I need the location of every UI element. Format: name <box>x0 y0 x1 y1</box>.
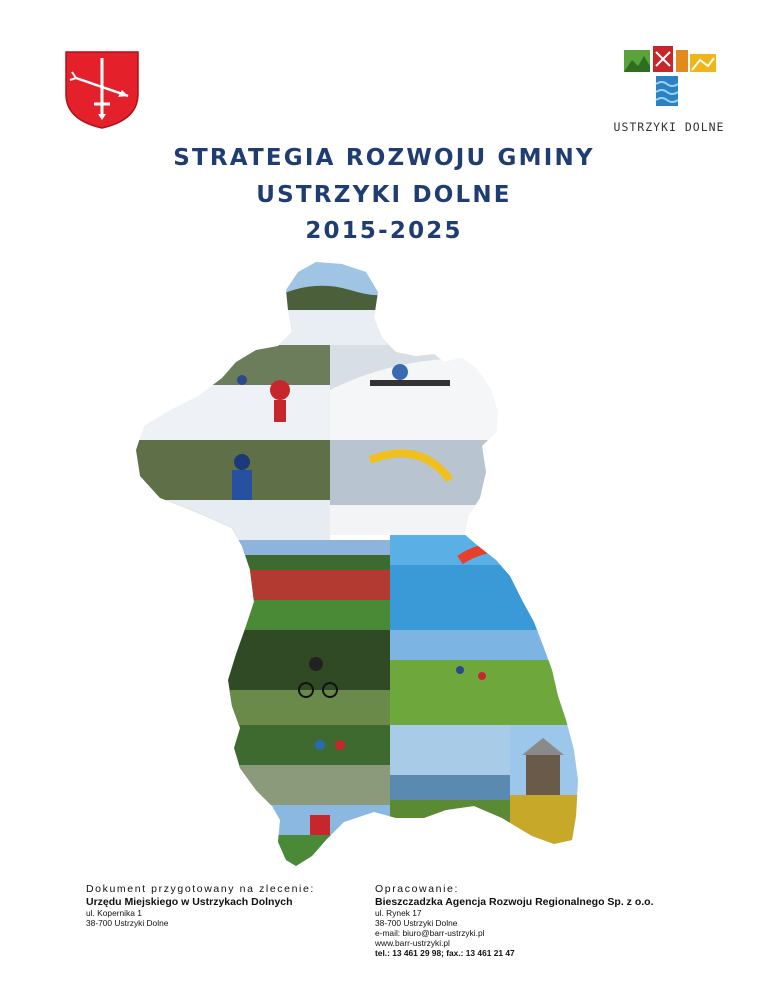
prepared-email: e-mail: biuro@barr-ustrzyki.pl <box>375 928 485 938</box>
document-title-line1: STRATEGIA ROZWOJU GMINY <box>173 145 595 171</box>
commissioned-name: Urzędu Miejskiego w Ustrzykach Dolnych <box>86 896 293 908</box>
municipality-map-photo-collage <box>130 250 580 870</box>
logo-caption: USTRZYKI DOLNE <box>613 120 725 134</box>
commissioned-address-city: 38-700 Ustrzyki Dolne <box>86 918 169 928</box>
prepared-heading: Opracowanie: <box>375 883 459 895</box>
prepared-by-block <box>375 883 654 958</box>
prepared-website: www.barr-ustrzyki.pl <box>375 938 450 948</box>
commissioned-address-street: ul. Kopernika 1 <box>86 908 142 918</box>
coat-of-arms-icon <box>62 48 142 130</box>
document-title-line2: USTRZYKI DOLNE <box>256 182 512 208</box>
commissioned-heading: Dokument przygotowany na zlecenie: <box>86 883 315 895</box>
prepared-phone: tel.: 13 461 29 98; fax.: 13 461 21 47 <box>375 948 515 958</box>
ustrzyki-dolne-logo-icon <box>620 42 720 110</box>
prepared-address-street: ul. Rynek 17 <box>375 908 422 918</box>
prepared-name: Bieszczadzka Agencja Rozwoju Regionalnego Sp. z o.o. <box>375 896 654 908</box>
commissioned-by-block <box>86 883 315 928</box>
document-title-years: 2015-2025 <box>305 218 463 244</box>
prepared-address-city: 38-700 Ustrzyki Dolne <box>375 918 458 928</box>
